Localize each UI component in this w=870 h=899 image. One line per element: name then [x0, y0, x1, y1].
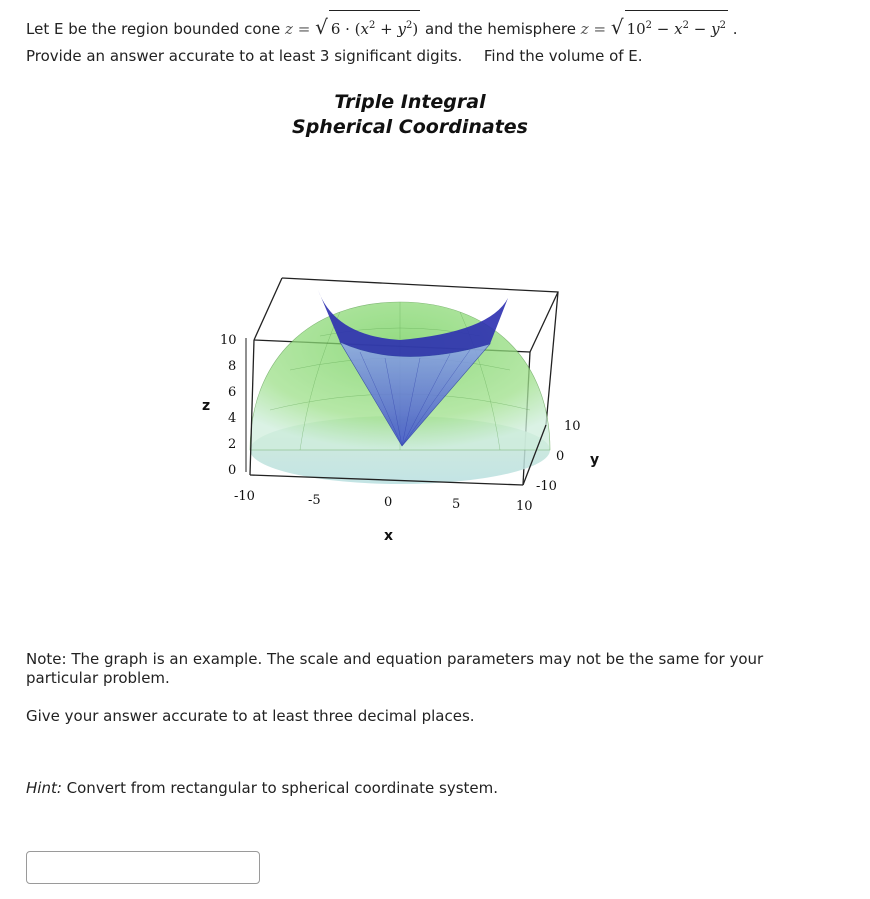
cone-radicand: $6 \cdot (x^2 + y^2)$	[329, 10, 420, 44]
z-axis-label: z	[202, 398, 211, 414]
hemisphere-radical-sign: √	[610, 15, 624, 39]
note-text: Note: The graph is an example. The scale and equation parameters may not be the same for your particular problem.	[26, 650, 764, 687]
x-tick-5: 5	[452, 497, 461, 512]
problem-period: .	[732, 20, 738, 38]
y-axis-label: y	[590, 452, 600, 468]
z-tick-10: 10	[220, 333, 237, 348]
accuracy-instruction: Provide an answer accurate to at least 3 significant digits.	[26, 47, 463, 65]
z-tick-6: 6	[228, 385, 237, 400]
hint-text: Convert from rectangular to spherical coordinate system.	[61, 779, 499, 797]
x-tick-10: 10	[516, 499, 533, 514]
problem-statement-line2	[26, 47, 643, 65]
z-tick-8: 8	[228, 359, 237, 374]
answer-input[interactable]	[26, 851, 260, 884]
cone-radical-sign: √	[315, 15, 328, 39]
decimal-accuracy-instruction: Give your answer accurate to at least three decimal places.	[26, 707, 475, 725]
question-text: Find the volume of E.	[483, 47, 643, 65]
z-axis	[202, 333, 246, 478]
problem-statement-line1	[26, 10, 738, 44]
x-axis	[234, 489, 533, 544]
plot-title	[240, 90, 580, 140]
z-tick-0: 0	[228, 463, 237, 478]
x-axis-label: x	[384, 528, 394, 544]
cone-lhs: z =	[285, 20, 311, 38]
hemisphere-lhs: z =	[580, 20, 607, 38]
plot-title-line2: Spherical Coordinates	[292, 116, 528, 138]
y-tick-0: 0	[556, 449, 565, 464]
hint-label: Hint:	[26, 779, 62, 797]
hemisphere-radicand: $10^2 - x^2 - y^2$	[625, 10, 728, 44]
z-tick-4: 4	[228, 411, 237, 426]
y-tick-neg10: -10	[536, 479, 557, 494]
plot-title-line1: Triple Integral	[334, 91, 486, 113]
hint	[26, 779, 498, 797]
z-tick-2: 2	[228, 437, 237, 452]
x-tick-0: 0	[384, 495, 393, 510]
x-tick-neg5: -5	[308, 493, 321, 508]
x-tick-neg10: -10	[234, 489, 255, 504]
y-tick-10: 10	[564, 419, 581, 434]
problem-intro: Let E be the region bounded cone	[26, 20, 281, 38]
plot-3d-figure	[190, 260, 630, 560]
problem-connector: and the hemisphere	[424, 20, 576, 38]
